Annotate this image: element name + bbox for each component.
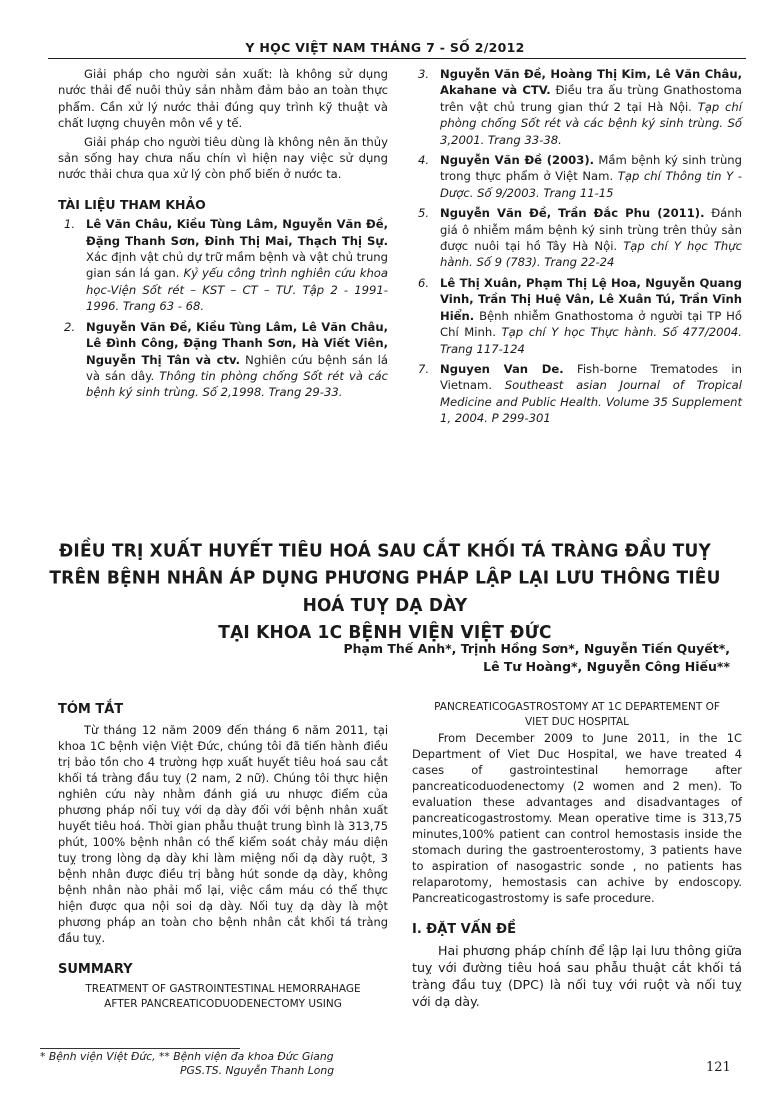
summary-en-heading-line: PANCREATICOGASTROSTOMY AT 1C DEPARTEMENT OF	[434, 701, 720, 713]
title-line: TRÊN BỆNH NHÂN ÁP DỤNG PHƯƠNG PHÁP LẬP LẠI LƯU THÔNG TIÊU HOÁ TUỴ DẠ DÀY	[49, 567, 721, 617]
authors-line: Lê Tư Hoàng*, Nguyễn Công Hiếu**	[483, 659, 730, 674]
summary-en-heading-line: AFTER PANCREATICODUODENECTOMY USING	[104, 998, 342, 1010]
title-line: ĐIỀU TRỊ XUẤT HUYẾT TIÊU HOÁ SAU CẮT KHỐI TÁ TRÀNG ĐẦU TUỴ	[58, 540, 711, 562]
reference-item	[412, 361, 742, 427]
summary-vi-text: Từ tháng 12 năm 2009 đến tháng 6 năm 2011, tại khoa 1C bệnh viện Việt Đức, chúng tôi đã tiến hành điều trị bảo tồn cho 4 trường hợp xuất huyết tiêu hoá sau cắt khối tá tràng đầu tuỵ (2 nam, 2 nữ). Chúng tôi thực hiện nghiên cứu này nhằm đánh giá ưu nhược điểm của phương pháp nối tuỵ với dạ dày đối với bệnh nhân xuất huyết tiêu hoá. Thời gian phẫu thuật trung bình là 313,75 phút, 100% bệnh nhân có thể kiểm soát chảy máu diện tuỵ trong lòng dạ dày khi làm miệng nối dạ dày ruột, 3 bệnh nhân được điều trị bằng hút sonde dạ dày, không bệnh nhân nào phải mổ lại, việc cầm máu có thể thực hiện được qua nội soi dạ dày. Nối tuỵ dạ dày là một phương pháp an toàn cho bệnh nhân cắt khối tá tràng đầu tuỵ.	[58, 723, 388, 945]
reference-item	[412, 205, 742, 271]
reference-number: 7.	[418, 361, 430, 376]
reference-number: 3.	[418, 67, 430, 81]
reference-authors: Nguyễn Văn Đề (2003).	[440, 153, 595, 168]
article-authors	[210, 640, 730, 676]
reference-authors: Lê Thị Xuân, Phạm Thị Lệ Hoa, Nguyễn Quang Vinh, Trần Thị Huệ Vân, Lê Xuân Tú, Trần Vĩnh Hiển.	[440, 275, 742, 323]
reference-text: Mầm bệnh ký sinh trùng trong thực phẩm ở Việt Nam.	[440, 153, 743, 184]
reference-source: Kỷ yếu công trình nghiên cứu khoa học-Viện Sốt rét – KST – CT – TƯ. Tập 2 - 1991-1996. Trang 63 - 68.	[86, 266, 388, 314]
article-title	[40, 537, 730, 646]
reference-number: 1.	[64, 217, 76, 232]
references-list-left	[58, 216, 388, 400]
article-right-column	[412, 700, 742, 1010]
summary-en-heading-line: VIET DUC HOSPITAL	[525, 716, 629, 728]
intro-title: I. ĐẶT VẤN ĐỀ	[412, 922, 516, 937]
paragraph: Giải pháp cho người tiêu dùng là không nên ăn thủy sản sống hay chưa nấu chín vì hiện nay việc sử dụng nước thải chưa qua xử lý còn phổ biến ở nước ta.	[58, 134, 388, 182]
reference-source: Southeast asian Journal of Tropical Medicine and Public Health. Volume 35 Supplement 1, 2004. P 299-301	[440, 378, 742, 426]
title-line: TẠI KHOA 1C BỆNH VIỆN VIỆT ĐỨC	[218, 622, 552, 644]
reference-source: Tạp chí Y học Thực hành. Số 9 (783). Trang 22-24	[440, 239, 743, 270]
references-title: TÀI LIỆU THAM KHẢO	[58, 196, 206, 212]
reference-text: Fish-borne Trematodes in Vietnam.	[440, 361, 742, 393]
footnote-line: PGS.TS. Nguyễn Thanh Long	[180, 1064, 335, 1077]
reference-text: Xác định vật chủ dự trữ mầm bệnh và vật chủ trung gian sán lá gan.	[86, 250, 388, 281]
reference-authors: Nguyễn Văn Đề, Kiều Tùng Lâm, Lê Văn Châu, Lê Đình Công, Đặng Thanh Sơn, Hà Viết Viên, Nguyễn Thị Tân và ctv.	[86, 319, 388, 367]
summary-en-title: SUMMARY	[58, 962, 133, 977]
references-list-right	[412, 66, 742, 427]
reference-item	[412, 152, 742, 201]
reference-source: Tạp chí Y học Thực hành. Số 477/2004. Trang 117-124	[440, 325, 742, 356]
reference-item	[58, 319, 388, 401]
reference-number: 4.	[418, 153, 430, 168]
reference-authors: Nguyễn Văn Đề, Trần Đắc Phu (2011).	[440, 206, 705, 221]
paragraph: Giải pháp cho người sản xuất: là không sử dụng nước thải để nuôi thủy sản nhằm đảm bảo an toàn thực phẩm. Cần xử lý nước thải đúng quy trình kỹ thuật và chất lượng chuyên môn về y tế.	[58, 67, 388, 131]
article-left-column	[58, 702, 388, 1012]
reference-text: Đánh giá ô nhiễm mầm bệnh ký sinh trùng trên thủy sản được nuôi tại hồ Tây Hà Nội.	[440, 206, 742, 254]
reference-number: 6.	[418, 275, 430, 290]
prev-right-column	[412, 66, 742, 431]
reference-item	[412, 275, 742, 357]
reference-number: 5.	[418, 206, 430, 221]
reference-authors: Nguyen Van De.	[440, 361, 564, 376]
footnote	[40, 1050, 334, 1078]
intro-text: Hai phương pháp chính để lập lại lưu thông giữa tuỵ với đường tiêu hoá sau phẫu thuật cắt khối tá tràng đầu tuỵ (DPC) là nối tuỵ với ruột và nối tuỵ với dạ dày.	[412, 943, 742, 1009]
reference-source: Tạp chí phòng chống Sốt rét và các bệnh ký sinh trùng. Số 3,2001. Trang 33-38.	[440, 99, 742, 147]
journal-header: Y HỌC VIỆT NAM THÁNG 7 - SỐ 2/2012	[245, 40, 525, 55]
reference-text: Điều tra ấu trùng Gnathostoma trên vật chủ trung gian thứ 2 tại Hà Nội.	[440, 83, 742, 114]
reference-source: Tạp chí Thông tin Y -Dược. Số 9/2003. Trang 11-15	[440, 169, 742, 200]
reference-source: Thông tin phòng chống Sốt rét và các bệnh ký sinh trùng. Số 2,1998. Trang 29-33.	[86, 368, 388, 400]
summary-en-text: From December 2009 to June 2011, in the 1C Department of Viet Duc Hospital, we have treated 4 cases of gastrointestinal hemorrage after pancreaticoduodenectomy (2 women and 2 men). To evaluation these advantages and disadvantages of pancreaticogastrostomy. Mean operative time is 313,75 minutes,100% patient can control hemostasis inside the stomach during the gastroenterostomy, 3 patients have to aspiration of nasogastric sonde , no patients has relaparotomy, hemostasis can achive by endoscopy. Pancreaticogastrostomy is safe procedure.	[412, 731, 742, 905]
footnote-line: * Bệnh viện Việt Đức, ** Bệnh viện đa khoa Đức Giang	[40, 1050, 334, 1063]
reference-item	[58, 216, 388, 314]
authors-line: Phạm Thế Anh*, Trịnh Hồng Sơn*, Nguyễn Tiến Quyết*,	[343, 641, 730, 656]
reference-authors: Lê Văn Châu, Kiều Tùng Lâm, Nguyễn Văn Đề, Đặng Thanh Sơn, Đinh Thị Mai, Thạch Thị Sự.	[86, 217, 388, 248]
page-number: 121	[706, 1060, 731, 1075]
footnote-rule	[40, 1048, 240, 1049]
reference-number: 2.	[64, 319, 76, 334]
reference-text: Bệnh nhiễm Gnathostoma ở người tại TP Hồ Chí Minh.	[440, 308, 742, 340]
reference-item	[412, 66, 742, 148]
prev-left-column	[58, 66, 388, 405]
header-rule	[48, 58, 746, 59]
reference-authors: Nguyễn Văn Đề, Hoàng Thị Kim, Lê Văn Châu, Akahane và CTV.	[440, 67, 742, 98]
summary-en-heading-line: TREATMENT OF GASTROINTESTINAL HEMORRAHAGE	[85, 983, 361, 995]
summary-vi-title: TÓM TẮT	[58, 702, 124, 717]
reference-text: Nghiên cứu bệnh sán lá và sán dây.	[86, 352, 388, 383]
